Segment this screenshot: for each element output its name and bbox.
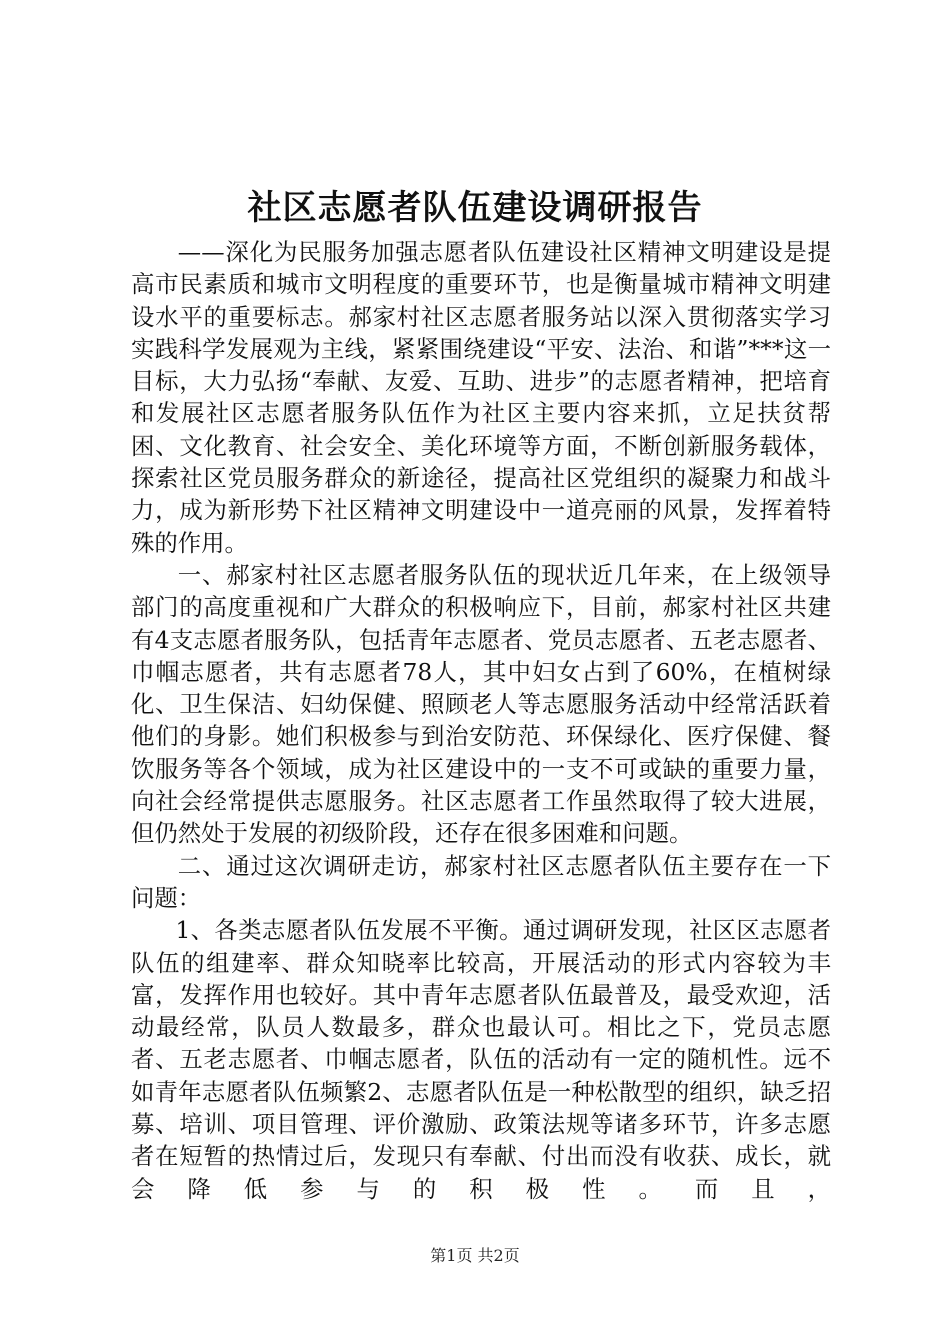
document-body — [131, 236, 831, 1205]
document-title: 社区志愿者队伍建设调研报告 — [247, 188, 703, 228]
paragraph-section-2: 二、通过这次调研走访，郝家村社区志愿者队伍主要存在一下问题： — [131, 851, 831, 912]
paragraph-item-1: 1、各类志愿者队伍发展不平衡。通过调研发现，社区区志愿者队伍的组建率、群众知晓率比较高，开展活动的形式内容较为丰富，发挥作用也较好。其中青年志愿者队伍最普及，最受欢迎，活动最经常，队员人数最多，群众也最认可。相比之下，党员志愿者、五老志愿者、巾帼志愿者，队伍的活动有一定的随机性。远不如青年志愿者队伍频繁2、志愿者队伍是一种松散型的组织，缺乏招募、培训、项目管理、评价激励、政策法规等诸多环节，许多志愿者在短暂的热情过后，发现只有奉献、付出而没有收获、成长，就会降低参与的积极性。而且， — [131, 916, 831, 1203]
page-footer: 第1页 共2页 — [430, 1246, 520, 1265]
paragraph-intro: ——深化为民服务加强志愿者队伍建设社区精神文明建设是提高市民素质和城市文明程度的重要环节，也是衡量城市精神文明建设水平的重要标志。郝家村社区志愿者服务站以深入贯彻落实学习实践科学发展观为主线，紧紧围绕建设“平安、法治、和谐”***这一目标，大力弘扬“奉献、友爱、互助、进步”的志愿者精神，把培育和发展社区志愿者服务队伍作为社区主要内容来抓，立足扶贫帮困、文化教育、社会安全、美化环境等方面，不断创新服务载体，探索社区党员服务群众的新途径，提高社区党组织的凝聚力和战斗力，成为新形势下社区精神文明建设中一道亮丽的风景，发挥着特殊的作用。 — [131, 238, 831, 557]
paragraph-section-1: 一、郝家村社区志愿者服务队伍的现状近几年来，在上级领导部门的高度重视和广大群众的积极响应下，目前，郝家村社区共建有4支志愿者服务队，包括青年志愿者、党员志愿者、五老志愿者、巾帼志愿者，共有志愿者78人，其中妇女占到了60%，在植树绿化、卫生保洁、妇幼保健、照顾老人等志愿服务活动中经常活跃着他们的身影。她们积极参与到治安防范、环保绿化、医疗保健、餐饮服务等各个领域，成为社区建设中的一支不可或缺的重要力量，向社会经常提供志愿服务。社区志愿者工作虽然取得了较大进展，但仍然处于发展的初级阶段，还存在很多困难和问题。 — [131, 560, 831, 848]
